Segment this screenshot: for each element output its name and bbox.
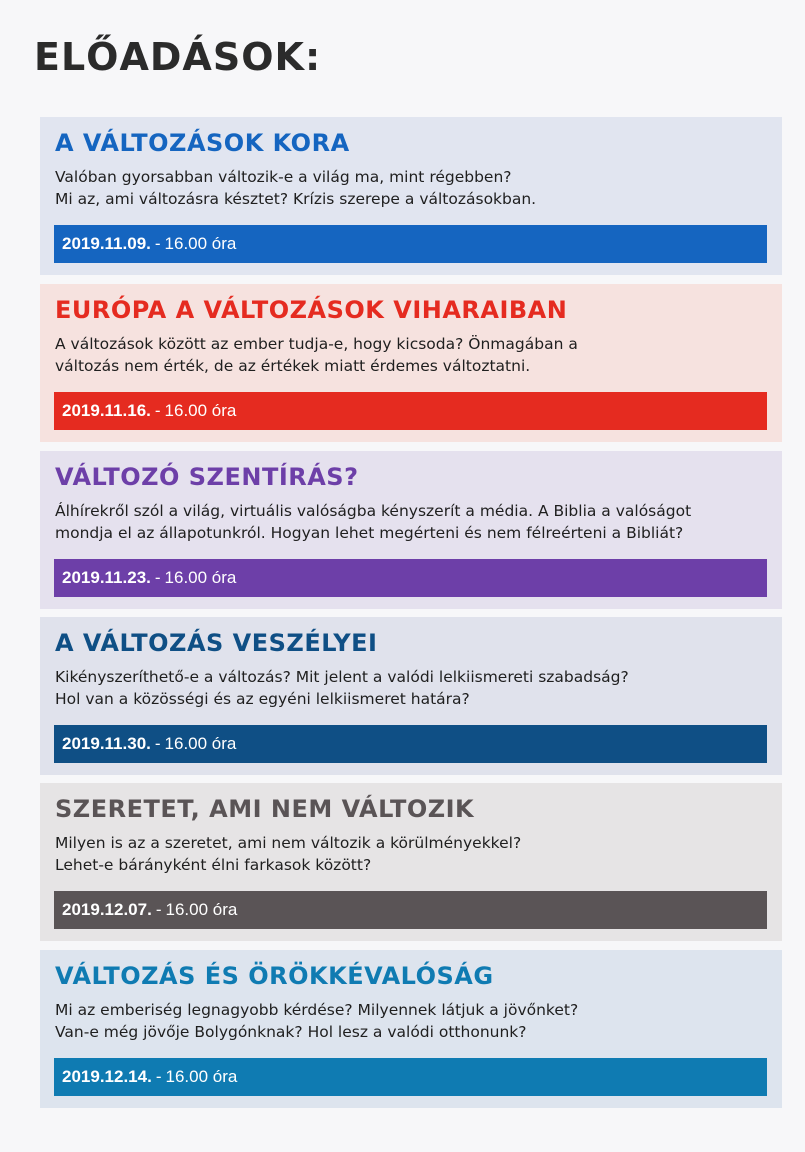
lecture-description — [55, 500, 691, 544]
lecture-date: 2019.11.30. — [62, 734, 151, 753]
lecture-time: 16.00 óra — [164, 234, 237, 253]
lecture-card — [40, 284, 782, 442]
lecture-date-bar — [54, 891, 767, 929]
lecture-date-bar — [54, 225, 767, 263]
lecture-description-line: Mi az, ami változásra késztet? Krízis szerepe a változásokban. — [55, 190, 537, 208]
date-separator: - — [154, 734, 161, 753]
lecture-description-line: Álhírekről szól a világ, virtuális valóságba kényszerít a média. A Biblia a valóságot — [55, 502, 692, 520]
lecture-card — [40, 617, 782, 775]
lecture-description-line: A változások között az ember tudja-e, hogy kicsoda? Önmagában a — [55, 335, 578, 353]
lecture-date-bar — [54, 725, 767, 763]
date-separator: - — [154, 568, 161, 587]
lecture-time: 16.00 óra — [165, 1067, 238, 1086]
lecture-description-line: változás nem érték, de az értékek miatt érdemes változtatni. — [55, 357, 531, 375]
lecture-description-line: Mi az emberiség legnagyobb kérdése? Milyennek látjuk a jövőnket? — [55, 1001, 579, 1019]
lecture-description-line: Valóban gyorsabban változik-e a világ ma, mint régebben? — [55, 168, 512, 186]
lecture-title: SZERETET, AMI NEM VÁLTOZIK — [55, 795, 475, 823]
lecture-date: 2019.11.23. — [62, 568, 151, 587]
lecture-description-line: Lehet-e bárányként élni farkasok között? — [55, 856, 372, 874]
lecture-description — [55, 999, 578, 1043]
lecture-date: 2019.11.09. — [62, 234, 151, 253]
lecture-date-bar — [54, 1058, 767, 1096]
lecture-description-line: Kikényszeríthető-e a változás? Mit jelent a valódi lelkiismereti szabadság? — [55, 668, 629, 686]
lecture-date: 2019.11.16. — [62, 401, 151, 420]
lecture-date-bar — [54, 392, 767, 430]
date-separator: - — [155, 1067, 162, 1086]
lecture-time: 16.00 óra — [165, 900, 238, 919]
page-title: ELŐADÁSOK: — [34, 35, 322, 79]
date-separator: - — [154, 234, 161, 253]
lecture-description-line: Hol van a közösségi és az egyéni lelkiismeret határa? — [55, 690, 470, 708]
lecture-description — [55, 666, 629, 710]
lecture-description-line: mondja el az állapotunkról. Hogyan lehet megérteni és nem félreérteni a Bibliát? — [55, 524, 684, 542]
lecture-description — [55, 832, 521, 876]
lecture-title: A VÁLTOZÁSOK KORA — [55, 129, 350, 157]
lecture-title: VÁLTOZÓ SZENTÍRÁS? — [55, 463, 359, 491]
lecture-title: VÁLTOZÁS ÉS ÖRÖKKÉVALÓSÁG — [55, 962, 494, 990]
lecture-description — [55, 333, 578, 377]
lecture-title: A VÁLTOZÁS VESZÉLYEI — [55, 629, 378, 657]
lecture-card — [40, 117, 782, 275]
lecture-time: 16.00 óra — [164, 568, 237, 587]
date-separator: - — [155, 900, 162, 919]
lecture-card — [40, 451, 782, 609]
lecture-title: EURÓPA A VÁLTOZÁSOK VIHARAIBAN — [55, 296, 568, 324]
lecture-description-line: Van-e még jövője Bolygónknak? Hol lesz a valódi otthonunk? — [55, 1023, 527, 1041]
lecture-time: 16.00 óra — [164, 734, 237, 753]
lecture-card — [40, 783, 782, 941]
lecture-description — [55, 166, 536, 210]
lecture-description-line: Milyen is az a szeretet, ami nem változik a körülményekkel? — [55, 834, 522, 852]
lecture-time: 16.00 óra — [164, 401, 237, 420]
lecture-date-bar — [54, 559, 767, 597]
lecture-date: 2019.12.07. — [62, 900, 152, 919]
lecture-card — [40, 950, 782, 1108]
date-separator: - — [154, 401, 161, 420]
lecture-date: 2019.12.14. — [62, 1067, 152, 1086]
